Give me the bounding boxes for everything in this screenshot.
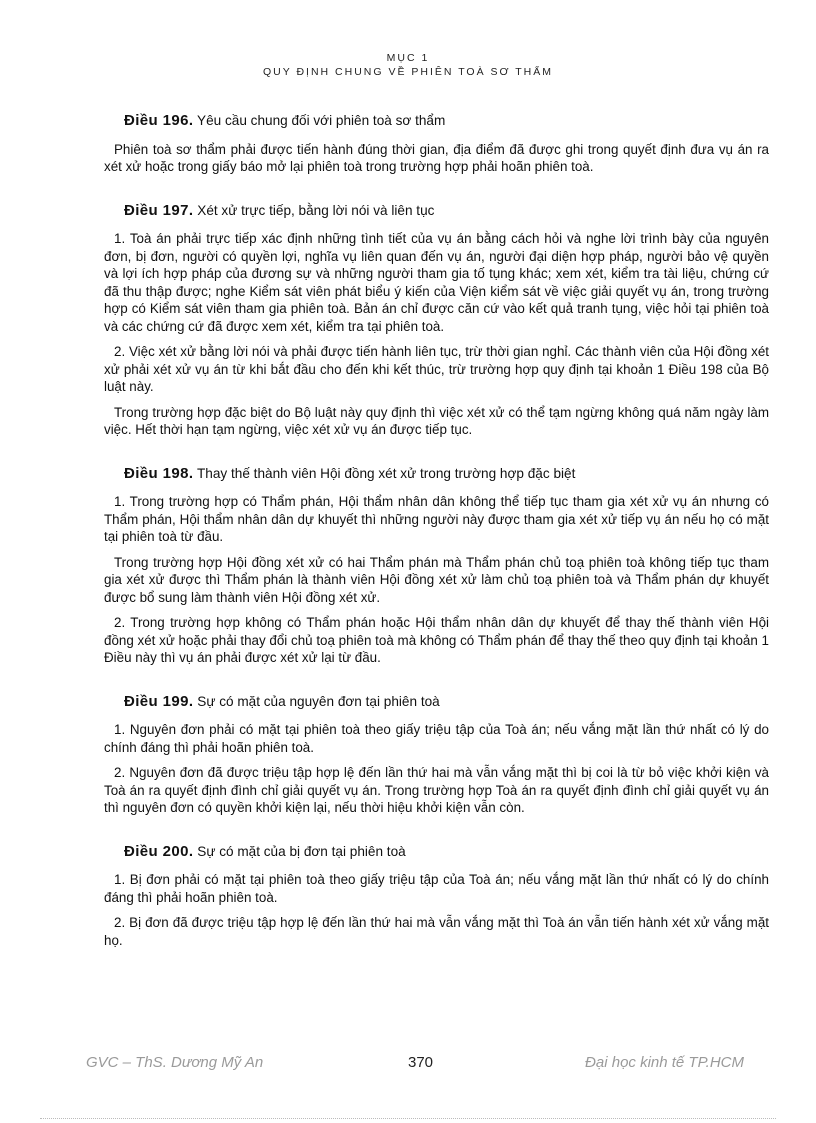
article-title: Xét xử trực tiếp, bằng lời nói và liên tục — [197, 202, 435, 218]
article-198 — [104, 465, 769, 667]
article-heading — [124, 112, 769, 130]
document-body — [104, 112, 769, 975]
article-number: Điều 198. — [124, 464, 194, 482]
article-heading — [124, 843, 769, 861]
section-title: QUY ĐỊNH CHUNG VỀ PHIÊN TOÀ SƠ THẨM — [262, 66, 553, 78]
footer-author: GVC – ThS. Dương Mỹ An — [86, 1054, 264, 1071]
article-heading — [124, 465, 769, 483]
footer-institution: Đại học kinh tế TP.HCM — [585, 1054, 744, 1071]
paragraph: Phiên toà sơ thẩm phải được tiến hành đúng thời gian, địa điểm đã được ghi trong quyết định đưa vụ án ra xét xử hoặc trong giấy báo mở lại phiên toà trong trường hợp phải hoãn phiên toà. — [104, 141, 769, 174]
paragraph: Trong trường hợp Hội đồng xét xử có hai Thẩm phán mà Thẩm phán chủ toạ phiên toà không tiếp tục tham gia xét xử được thì Thẩm phán là thành viên Hội đồng xét xử làm chủ toạ phiên toà và Thẩm phán dự khuyết được bổ sung làm thành viên Hội đồng xét xử. — [104, 554, 769, 605]
article-200 — [104, 843, 769, 950]
paragraph: 2. Trong trường hợp không có Thẩm phán hoặc Hội thẩm nhân dân dự khuyết để thay thế thành viên Hội đồng xét xử hoặc phải thay đổi chủ toạ phiên toà mà không có Thẩm phán để thay thế theo quy định tại khoản 1 Điều này thì vụ án phải được xét xử lại từ đầu. — [104, 615, 769, 665]
paragraph: 1. Nguyên đơn phải có mặt tại phiên toà theo giấy triệu tập của Toà án; nếu vắng mặt lần thứ nhất có lý do chính đáng thì phải hoãn phiên toà. — [104, 722, 769, 755]
article-title: Sự có mặt của bị đơn tại phiên toà — [197, 843, 406, 859]
paragraph: 2. Bị đơn đã được triệu tập hợp lệ đến lần thứ hai mà vẫn vắng mặt thì Toà án vẫn tiến hành xét xử vắng mặt họ. — [104, 915, 769, 948]
page-footer — [86, 1054, 744, 1074]
article-number: Điều 196. — [124, 112, 194, 129]
article-197 — [104, 202, 769, 439]
section-label: MỤC 1 — [386, 52, 430, 64]
article-number: Điều 200. — [124, 842, 194, 860]
article-title: Sự có mặt của nguyên đơn tại phiên toà — [197, 693, 440, 709]
page-bottom-divider — [40, 1118, 776, 1119]
paragraph: 1. Trong trường hợp có Thẩm phán, Hội thẩm nhân dân không thể tiếp tục tham gia xét xử vụ án nhưng có Thẩm phán, Hội thẩm nhân dân dự khuyết thì những người này được tham gia xét xử tiếp vụ án nếu họ có mặt tại phiên toà từ đầu. — [104, 494, 769, 544]
paragraph: Trong trường hợp đặc biệt do Bộ luật này quy định thì việc xét xử có thể tạm ngừng không quá năm ngày làm việc. Hết thời hạn tạm ngừng, việc xét xử vụ án được tiếp tục. — [104, 404, 769, 437]
page-number: 370 — [408, 1054, 434, 1071]
article-title: Yêu cầu chung đối với phiên toà sơ thẩm — [197, 113, 446, 128]
article-title: Thay thế thành viên Hội đồng xét xử trong trường hợp đặc biệt — [197, 465, 576, 481]
paragraph: 2. Việc xét xử bằng lời nói và phải được tiến hành liên tục, trừ thời gian nghỉ. Các thành viên của Hội đồng xét xử phải xét xử vụ án từ khi bắt đầu cho đến khi kết thúc, trừ trường hợp quy định tại khoản 1 Điều 198 của Bộ luật này. — [104, 344, 769, 394]
article-number: Điều 199. — [124, 692, 194, 710]
paragraph: 1. Bị đơn phải có mặt tại phiên toà theo giấy triệu tập của Toà án; nếu vắng mặt lần thứ nhất có lý do chính đáng thì phải hoãn phiên toà. — [104, 872, 769, 905]
article-heading — [124, 693, 769, 711]
article-196 — [104, 112, 769, 176]
paragraph: 1. Toà án phải trực tiếp xác định những tình tiết của vụ án bằng cách hỏi và nghe lời trình bày của nguyên đơn, bị đơn, người có quyền lợi, nghĩa vụ liên quan đến vụ án, người đại diện hợp pháp, người bảo vệ quyền và lợi ích hợp pháp của đương sự và những người tham gia tố tụng khác; xem xét, kiểm tra tài liệu, chứng cứ đã thu thập được; nghe Kiểm sát viên phát biểu ý kiến của Viện kiểm sát về việc giải quyết vụ án, trong trường hợp có Kiểm sát viên tham gia phiên toà. Bản án chỉ được căn cứ vào kết quả tranh tụng, việc hỏi tại phiên toà và các chứng cứ đã được xem xét, kiểm tra tại phiên toà. — [104, 231, 769, 334]
article-heading — [124, 202, 769, 220]
article-number: Điều 197. — [124, 201, 194, 219]
paragraph: 2. Nguyên đơn đã được triệu tập hợp lệ đến lần thứ hai mà vẫn vắng mặt thì bị coi là từ bỏ việc khởi kiện và Toà án ra quyết định đình chỉ giải quyết vụ án. Trong trường hợp Toà án ra quyết định đình chỉ giải quyết vụ án thì nguyên đơn có quyền khởi kiện lại, nếu thời hiệu khởi kiện vẫn còn. — [104, 765, 769, 815]
article-199 — [104, 693, 769, 817]
